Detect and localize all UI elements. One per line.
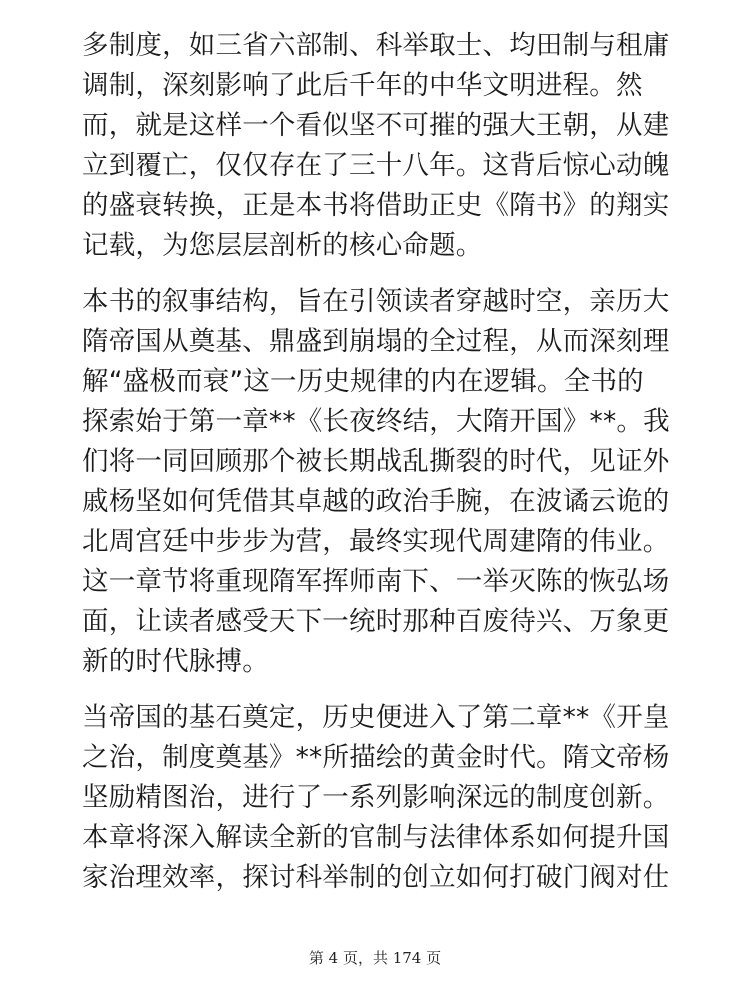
body-text (82, 26, 692, 898)
text-line: 坚励精图治，进行了一系列影响深远的制度创新。 (82, 782, 670, 813)
text-line: 当帝国的基石奠定，历史便进入了第二章**《开皇 (82, 702, 670, 733)
text-line: 家治理效率，探讨科举制的创立如何打破门阀对仕 (82, 862, 670, 893)
text-line: 解“盛极而衰”这一历史规律的内在逻辑。全书的 (82, 366, 644, 397)
text-line: 本章将深入解读全新的官制与法律体系如何提升国 (82, 822, 670, 853)
text-line: 本书的叙事结构，旨在引领读者穿越时空，亲历大 (82, 286, 670, 317)
text-line: 记载，为您层层剖析的核心命题。 (82, 230, 483, 261)
text-line: 立到覆亡，仅仅存在了三十八年。这背后惊心动魄 (82, 150, 670, 181)
text-line: 们将一同回顾那个被长期战乱撕裂的时代，见证外 (82, 446, 670, 477)
text-line: 隋帝国从奠基、鼎盛到崩塌的全过程，从而深刻理 (82, 326, 670, 357)
page-number-footer: 第 4 页，共 174 页 (308, 949, 442, 967)
text-line: 戚杨坚如何凭借其卓越的政治手腕，在波谲云诡的 (82, 486, 670, 517)
text-line: 探索始于第一章**《长夜终结，大隋开国》**。我 (82, 406, 670, 437)
text-line: 调制，深刻影响了此后千年的中华文明进程。然 (82, 70, 643, 101)
text-line: 多制度，如三省六部制、科举取士、均田制与租庸 (82, 30, 670, 61)
paragraph-3 (82, 698, 692, 898)
text-line: 北周宫廷中步步为营，最终实现代周建隋的伟业。 (82, 526, 670, 557)
text-line: 新的时代脉搏。 (82, 646, 269, 677)
text-line: 面，让读者感受天下一统时那种百废待兴、万象更 (82, 606, 670, 637)
text-line: 这一章节将重现隋军挥师南下、一举灭陈的恢弘场 (82, 566, 670, 597)
text-line: 之治，制度奠基》**所描绘的黄金时代。隋文帝杨 (82, 742, 670, 773)
text-line: 而，就是这样一个看似坚不可摧的强大王朝，从建 (82, 110, 670, 141)
paragraph-1 (82, 26, 692, 266)
paragraph-2 (82, 282, 692, 682)
text-line: 的盛衰转换，正是本书将借助正史《隋书》的翔实 (82, 190, 670, 221)
